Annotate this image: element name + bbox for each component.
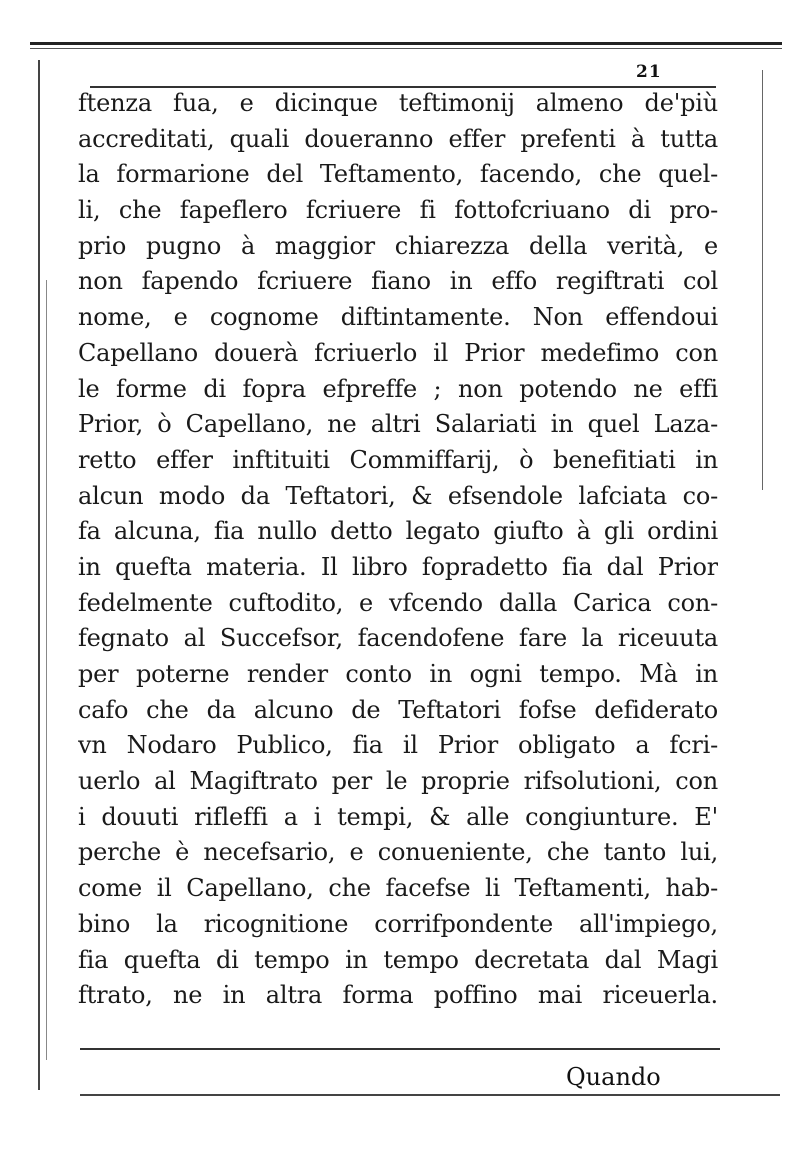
text-line: li, che fapeflero fcriuere fi fottofcriuano di pro- [78,196,718,225]
text-line: uerlo al Magiftrato per le proprie rifsolutioni, con [78,767,718,796]
body-text [78,86,718,1014]
left-border-thin-rule [46,280,47,1060]
text-line: nome, e cognome diftintamente. Non effendoui [78,303,718,332]
catchword: Quando [566,1063,661,1091]
text-line: in quefta materia. Il libro fopradetto fia dal Prior [78,552,718,581]
text-line: fedelmente cuftodito, e vfcendo dalla Carica con- [78,588,718,617]
text-line: le forme di fopra efpreffe ; non potendo ne effi [78,374,718,403]
text-line: alcun modo da Teftatori, & efsendole lafciata co- [78,481,718,510]
page-number: 21 [636,62,662,82]
left-border-rule [38,60,40,1090]
text-line: fia quefta di tempo in tempo decretata dal Magi [78,945,718,974]
text-line: non fapendo fcriuere fiano in effo regiftrati col [78,267,718,296]
text-line: bino la ricognitione corrifpondente all'impiego, [78,909,718,938]
top-border-rule [30,42,782,45]
text-line: per poterne render conto in ogni tempo. Mà in [78,660,718,688]
text-line: ftenza fua, e dicinque teftimonij almeno de'più [78,89,718,117]
bottom-border-rule [80,1094,780,1096]
text-line: perche è necefsario, e conueniente, che tanto lui, [78,838,718,867]
text-line: retto effer inftituiti Commiffarij, ò benefitiati in [78,445,718,474]
text-line: ftrato, ne in altra forma poffino mai riceuerla. [78,981,718,1010]
text-line: accreditati, quali doueranno effer prefenti à tutta [78,124,718,153]
right-border-rule [762,70,763,490]
text-line: i douuti rifleffi a i tempi, & alle congiunture. E' [78,802,718,831]
text-line: Capellano douerà fcriuerlo il Prior medefimo con [78,338,718,367]
text-line: fegnato al Succefsor, facendofene fare la riceuuta [78,624,718,653]
text-line: Prior, ò Capellano, ne altri Salariati in quel Laza- [78,410,718,439]
top-border-thin-rule [30,48,782,49]
text-line: la formarione del Teftamento, facendo, che quel- [78,160,718,189]
text-line: come il Capellano, che facefse li Teftamenti, hab- [78,874,718,903]
text-line: cafo che da alcuno de Teftatori fofse defiderato [78,695,718,724]
text-line: fa alcuna, fia nullo detto legato giufto à gli ordini [78,517,718,546]
bottom-text-rule [80,1048,720,1050]
text-line: vn Nodaro Publico, fia il Prior obligato a fcri- [78,731,718,760]
text-line: prio pugno à maggior chiarezza della verità, e [78,231,718,260]
